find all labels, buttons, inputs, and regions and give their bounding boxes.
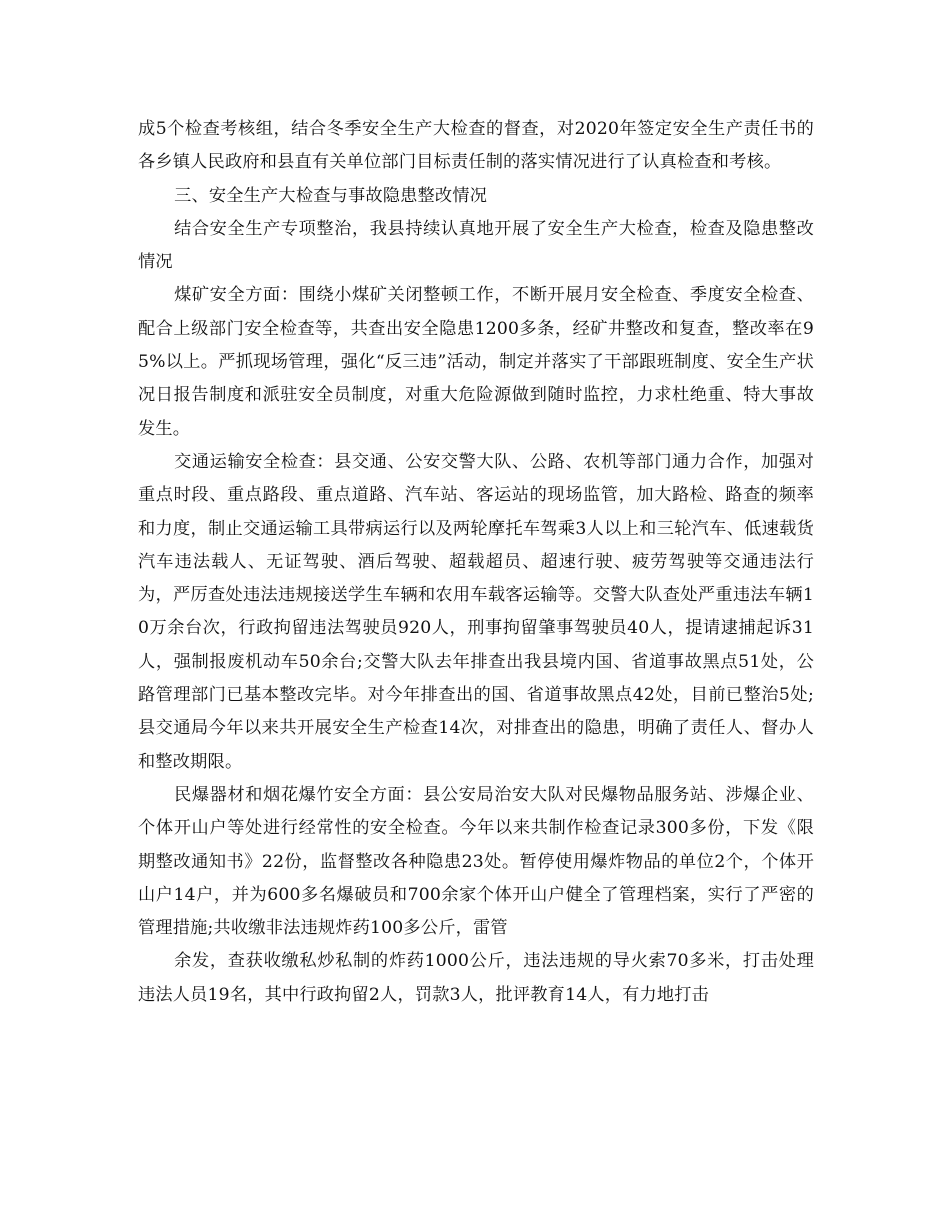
section-heading: 三、安全生产大检查与事故隐患整改情况 [174, 185, 488, 206]
paragraph-coal-mine-safety: 煤矿安全方面：围绕小煤矿关闭整顿工作，不断开展月安全检查、季度安全检查、配合上级部门安全检查等，共查出安全隐患1200多条，经矿井整改和复查，整改率在95%以上。严抓现场管理，强化“反三违”活动，制定并落实了干部跟班制度、安全生产状况日报告制度和派驻安全员制度，对重大危险源做到随时监控，力求杜绝重、特大事故发生。 [138, 285, 814, 439]
paragraph-3: 结合安全生产专项整治，我县持续认真地开展了安全生产大检查，检查及隐患整改情况 [138, 218, 814, 273]
paragraph-7: 余发，查获收缴私炒私制的炸药1000公斤，违法违规的导火索70多米，打击处理违法人员19名，其中行政拘留2人，罚款3人，批评教育14人，有力地打击 [138, 951, 814, 1005]
document-body [138, 113, 814, 1012]
paragraph-explosives-safety: 民爆器材和烟花爆竹安全方面：县公安局治安大队对民爆物品服务站、涉爆企业、个体开山户等处进行经常性的安全检查。今年以来共制作检查记录300多份，下发《限期整改通知书》22份，监督整改各种隐患23处。暂停使用爆炸物品的单位2个，个体开山户14户，并为600多名爆破员和700余家个体开山户健全了管理档案，实行了严密的管理措施;共收缴非法违规炸药100多公斤，雷管 [138, 784, 814, 939]
paragraph-traffic-safety: 交通运输安全检查：县交通、公安交警大队、公路、农机等部门通力合作，加强对重点时段、重点路段、重点道路、汽车站、客运站的现场监管，加大路检、路查的频率和力度，制止交通运输工具带病运行以及两轮摩托车驾乘3人以上和三轮汽车、低速载货汽车违法载人、无证驾驶、酒后驾驶、超载超员、超速行驶、疲劳驾驶等交通违法行为，严厉查处违法违规接送学生车辆和农用车载客运输等。交警大队查处严重违法车辆10万余台次，行政拘留违法驾驶员920人，刑事拘留肇事驾驶员40人，提请逮捕起诉31人，强制报废机动车50余台;交警大队去年排查出我县境内国、省道事故黑点51处，公路管理部门已基本整改完毕。对今年排查出的国、省道事故黑点42处，目前已整治5处;县交通局今年以来共开展安全生产检查14次，对排查出的隐患，明确了责任人、督办人和整改期限。 [138, 451, 814, 772]
paragraph-1: 成5个检查考核组，结合冬季安全生产大检查的督查，对2020年签定安全生产责任书的各乡镇人民政府和县直有关单位部门目标责任制的落实情况进行了认真检查和考核。 [138, 119, 814, 173]
